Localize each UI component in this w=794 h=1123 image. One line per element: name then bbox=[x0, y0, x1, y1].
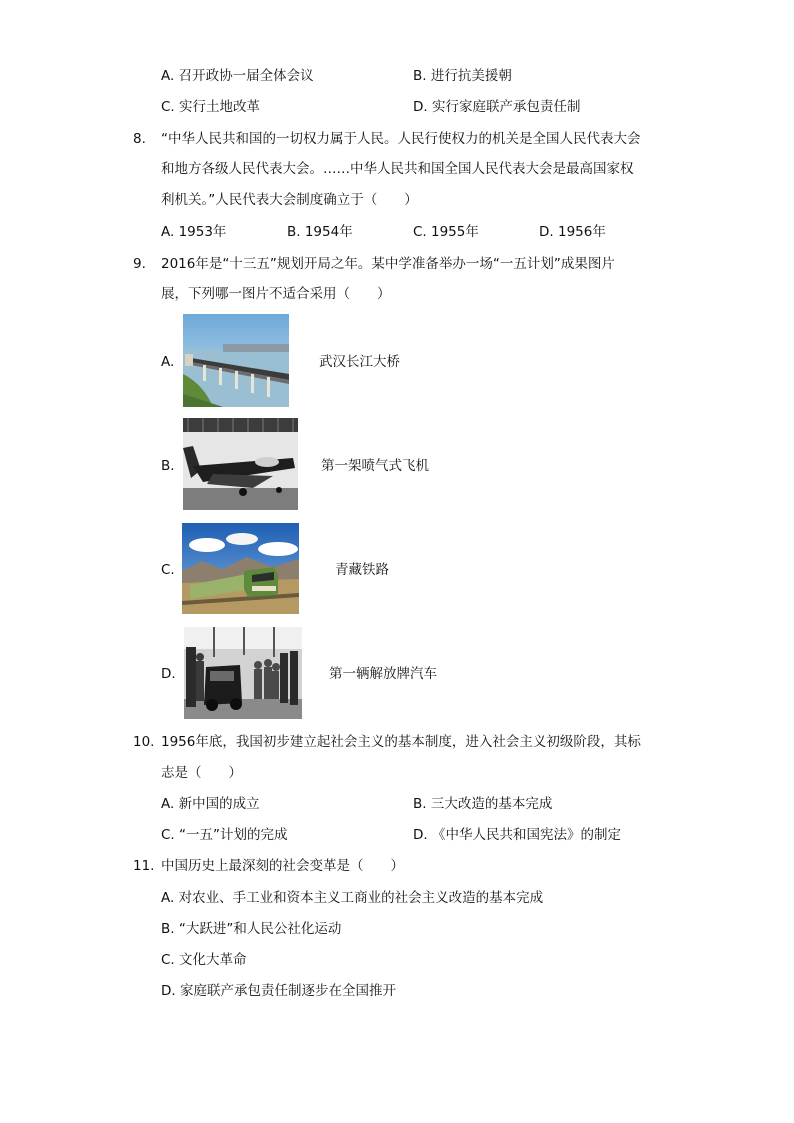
q9-number: 9. bbox=[133, 256, 146, 272]
q10-option-a: A. 新中国的成立 bbox=[161, 796, 260, 812]
q7-option-c: C. 实行土地改革 bbox=[161, 99, 261, 115]
q10-option-b: B. 三大改造的基本完成 bbox=[413, 796, 553, 812]
q7-option-d: D. 实行家庭联产承包责任制 bbox=[413, 99, 581, 115]
q8-option-b: B. 1954年 bbox=[287, 224, 353, 240]
q11-stem: 中国历史上最深刻的社会变革是（ ） bbox=[161, 858, 404, 874]
qinghai-tibet-railway-photo bbox=[182, 523, 299, 614]
q9-option-d-caption: 第一辆解放牌汽车 bbox=[329, 666, 437, 682]
q9-option-c-letter: C. bbox=[161, 562, 175, 578]
q9-option-a-caption: 武汉长江大桥 bbox=[319, 354, 400, 370]
wuhan-bridge-photo bbox=[183, 314, 289, 407]
q10-number: 10. bbox=[133, 734, 155, 750]
q8-option-d: D. 1956年 bbox=[539, 224, 606, 240]
q9-option-d-letter: D. bbox=[161, 666, 176, 682]
q8-stem-line-1: “中华人民共和国的一切权力属于人民。人民行使权力的机关是全国人民代表大会 bbox=[161, 131, 641, 147]
q8-number: 8. bbox=[133, 131, 146, 147]
q9-option-b-letter: B. bbox=[161, 458, 175, 474]
q11-number: 11. bbox=[133, 858, 155, 874]
q11-option-b: B. “大跃进”和人民公社化运动 bbox=[161, 921, 342, 937]
q11-option-c: C. 文化大革命 bbox=[161, 952, 247, 968]
q10-option-d: D. 《中华人民共和国宪法》的制定 bbox=[413, 827, 621, 843]
jet-plane-photo bbox=[183, 418, 298, 510]
q9-option-b-caption: 第一架喷气式飞机 bbox=[321, 458, 429, 474]
q8-stem-line-3: 利机关。”人民代表大会制度确立于（ ） bbox=[161, 192, 418, 208]
q11-option-d: D. 家庭联产承包责任制逐步在全国推开 bbox=[161, 983, 396, 999]
jiefang-truck-photo bbox=[184, 627, 302, 719]
q8-option-c: C. 1955年 bbox=[413, 224, 479, 240]
q8-stem-line-2: 和地方各级人民代表大会。……中华人民共和国全国人民代表大会是最高国家权 bbox=[161, 161, 634, 177]
q7-option-a: A. 召开政协一届全体会议 bbox=[161, 68, 314, 84]
q11-option-a: A. 对农业、手工业和资本主义工商业的社会主义改造的基本完成 bbox=[161, 890, 544, 906]
q10-stem-line-2: 志是（ ） bbox=[161, 765, 242, 781]
q9-option-a-letter: A. bbox=[161, 354, 175, 370]
q7-option-b: B. 进行抗美援朝 bbox=[413, 68, 512, 84]
q10-stem-line-1: 1956年底，我国初步建立起社会主义的基本制度，进入社会主义初级阶段，其标 bbox=[161, 734, 641, 750]
q8-option-a: A. 1953年 bbox=[161, 224, 227, 240]
q9-stem-line-1: 2016年是“十三五”规划开局之年。某中学准备举办一场“一五计划”成果图片 bbox=[161, 256, 615, 272]
q9-stem-line-2: 展，下列哪一图片不适合采用（ ） bbox=[161, 286, 391, 302]
q9-option-c-caption: 青藏铁路 bbox=[335, 562, 389, 578]
q10-option-c: C. “一五”计划的完成 bbox=[161, 827, 288, 843]
